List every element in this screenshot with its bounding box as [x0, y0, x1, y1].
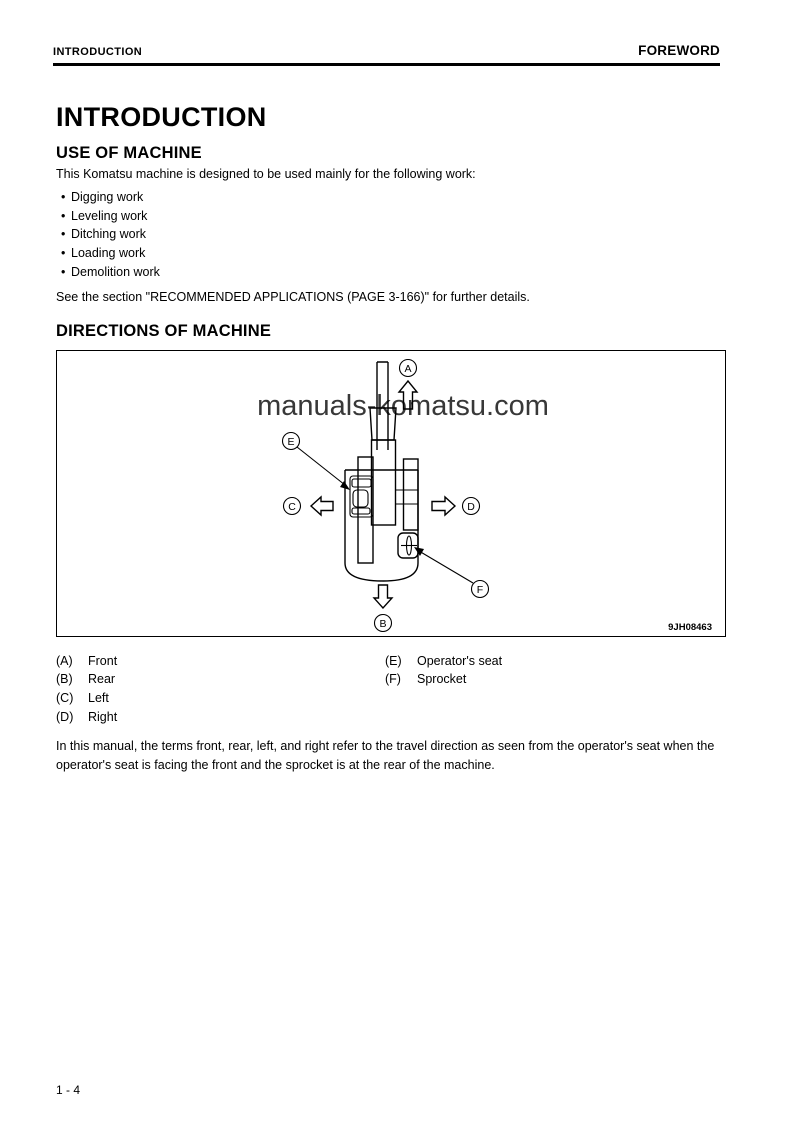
legend-label: Left	[88, 691, 109, 706]
page-content	[0, 102, 793, 775]
legend-column-right	[385, 652, 502, 690]
legend-label: Operator's seat	[417, 653, 503, 668]
list-item-ditching: • Ditching work	[56, 225, 720, 244]
legend-label: Front	[88, 653, 118, 668]
list-item-demolition: • Demolition work	[56, 263, 720, 282]
svg-text:A: A	[404, 362, 412, 375]
arrow-left-icon	[311, 497, 333, 515]
legend-label: Right	[88, 709, 118, 724]
legend-row-sprocket	[385, 670, 502, 689]
svg-text:E: E	[287, 435, 295, 448]
leader-line-e	[297, 447, 350, 490]
machine-top-view-diagram	[57, 351, 725, 636]
legend-column-left	[56, 652, 117, 727]
list-item-loading: • Loading work	[56, 244, 720, 263]
label-circle-e	[283, 432, 300, 449]
arrow-right-icon	[432, 497, 455, 515]
legend-key: (E)	[385, 653, 402, 668]
label-circle-b	[375, 614, 392, 631]
work-type-list	[56, 188, 720, 282]
operator-seat-outline	[350, 476, 373, 517]
sprocket-outline	[398, 533, 418, 558]
legend-row-left	[56, 689, 117, 708]
use-intro-text: This Komatsu machine is designed to be used mainly for the following work:	[56, 167, 476, 181]
legend-label: Sprocket	[417, 672, 467, 687]
page-title: INTRODUCTION	[56, 102, 267, 132]
header-section-label: INTRODUCTION	[53, 46, 143, 58]
directions-note-text: In this manual, the terms front, rear, left, and right refer to the travel direction as seen from the operator's seat when the operator's seat is facing the front and the sprocket is at the rear of the machine.	[56, 738, 715, 772]
legend-label: Rear	[88, 672, 116, 687]
label-circle-c	[284, 497, 301, 514]
watermark-text: manuals-komatsu.com	[257, 389, 549, 422]
heading-use-of-machine: USE OF MACHINE	[56, 144, 202, 162]
page-header	[53, 43, 720, 66]
svg-text:C: C	[288, 500, 296, 513]
figure-code: 9JH08463	[668, 621, 712, 633]
label-circle-f	[472, 580, 489, 597]
legend-key: (B)	[56, 672, 73, 687]
use-outro-text: See the section "RECOMMENDED APPLICATIONS (PAGE 3-166)" for further details.	[56, 289, 530, 304]
svg-text:B: B	[379, 617, 387, 630]
list-item-digging: • Digging work	[56, 188, 720, 207]
page-number: 1 - 4	[56, 1083, 81, 1097]
header-chapter-label: FOREWORD	[638, 43, 720, 58]
boom-base-outline	[372, 440, 396, 525]
list-item-leveling: • Leveling work	[56, 207, 720, 226]
legend-key: (A)	[56, 653, 73, 668]
legend-key: (D)	[56, 709, 74, 724]
left-track-outline	[358, 457, 373, 563]
heading-directions-of-machine: DIRECTIONS OF MACHINE	[56, 321, 272, 340]
figure-legend	[56, 652, 720, 728]
legend-row-right	[56, 708, 117, 727]
legend-row-operators-seat	[385, 652, 502, 671]
label-circle-d	[463, 497, 480, 514]
legend-key: (F)	[385, 672, 401, 687]
legend-row-front	[56, 652, 117, 671]
leader-line-f	[414, 547, 473, 583]
arrow-down-icon	[374, 585, 392, 608]
deck-lines	[396, 490, 418, 504]
svg-text:F: F	[476, 583, 484, 596]
legend-row-rear	[56, 670, 117, 689]
legend-key: (C)	[56, 691, 74, 706]
svg-text:D: D	[467, 500, 475, 513]
directions-figure	[56, 350, 726, 637]
label-circle-a	[400, 359, 417, 376]
